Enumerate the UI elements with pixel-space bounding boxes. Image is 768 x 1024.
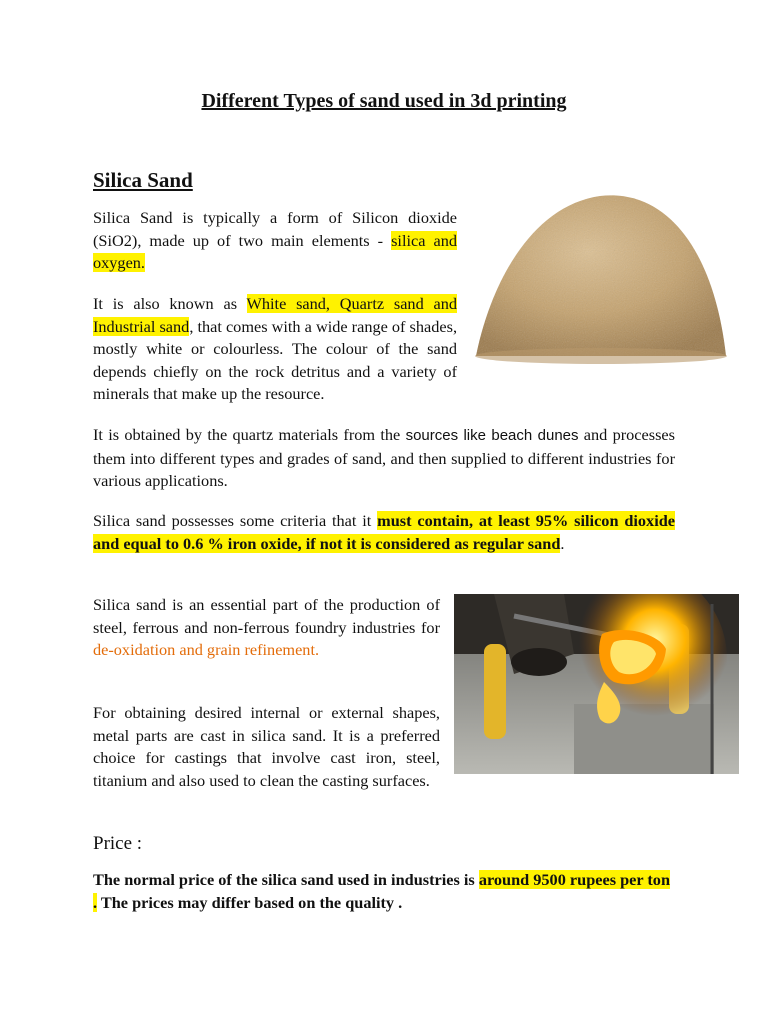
paragraph-casting: For obtaining desired internal or external shapes, metal parts are cast in silica sand. It is a preferred choice for castings that involve cast iron, steel, titanium and also used to clean the casting surfaces. (93, 703, 440, 790)
highlight-criteria: must contain, at least 95% silicon dioxide and equal to 0.6 % iron oxide, if not it is considered as regular sand (93, 511, 676, 553)
paragraph-obtained: It is obtained by the quartz materials from the sources like beach dunes and processes them into different types and grades of sand, and then supplied to different industries for various applications. (93, 425, 675, 490)
section-heading: Silica Sand (93, 168, 193, 192)
highlight-price: around 9500 rupees per ton . (93, 870, 671, 912)
orange-text-deoxidation: de-oxidation and grain refinement. (93, 640, 320, 659)
foundry-pouring-photo (454, 594, 739, 774)
paragraph-essential: Silica sand is an essential part of the production of steel, ferrous and non-ferrous foundry industries for de-oxidation and grain refinement. (93, 595, 440, 659)
paragraph-price: The normal price of the silica sand used in industries is around 9500 rupees per ton . The prices may differ based on the quality . (93, 870, 671, 912)
sand-pile-photo (470, 166, 732, 370)
highlight-sand-names: White sand, Quartz sand and Industrial sand (93, 294, 457, 336)
paragraph-also-known: It is also known as White sand, Quartz sand and Industrial sand, that comes with a wide range of shades, mostly white or colourless. The colour of the sand depends chiefly on the rock detritus and a variety of minerals that make up the resource. (93, 294, 458, 403)
sources-text: sources like beach dunes (405, 427, 579, 444)
paragraph-intro: Silica Sand is typically a form of Silicon dioxide (SiO2), made up of two main elements - silica and oxygen. (93, 208, 458, 272)
page-title: Different Types of sand used in 3d printing (201, 90, 567, 112)
price-heading: Price : (93, 833, 143, 854)
paragraph-criteria: Silica sand possesses some criteria that it must contain, at least 95% silicon dioxide and equal to 0.6 % iron oxide, if not it is considered as regular sand. (93, 511, 676, 553)
highlight-silica-oxygen: silica and oxygen. (93, 230, 458, 272)
